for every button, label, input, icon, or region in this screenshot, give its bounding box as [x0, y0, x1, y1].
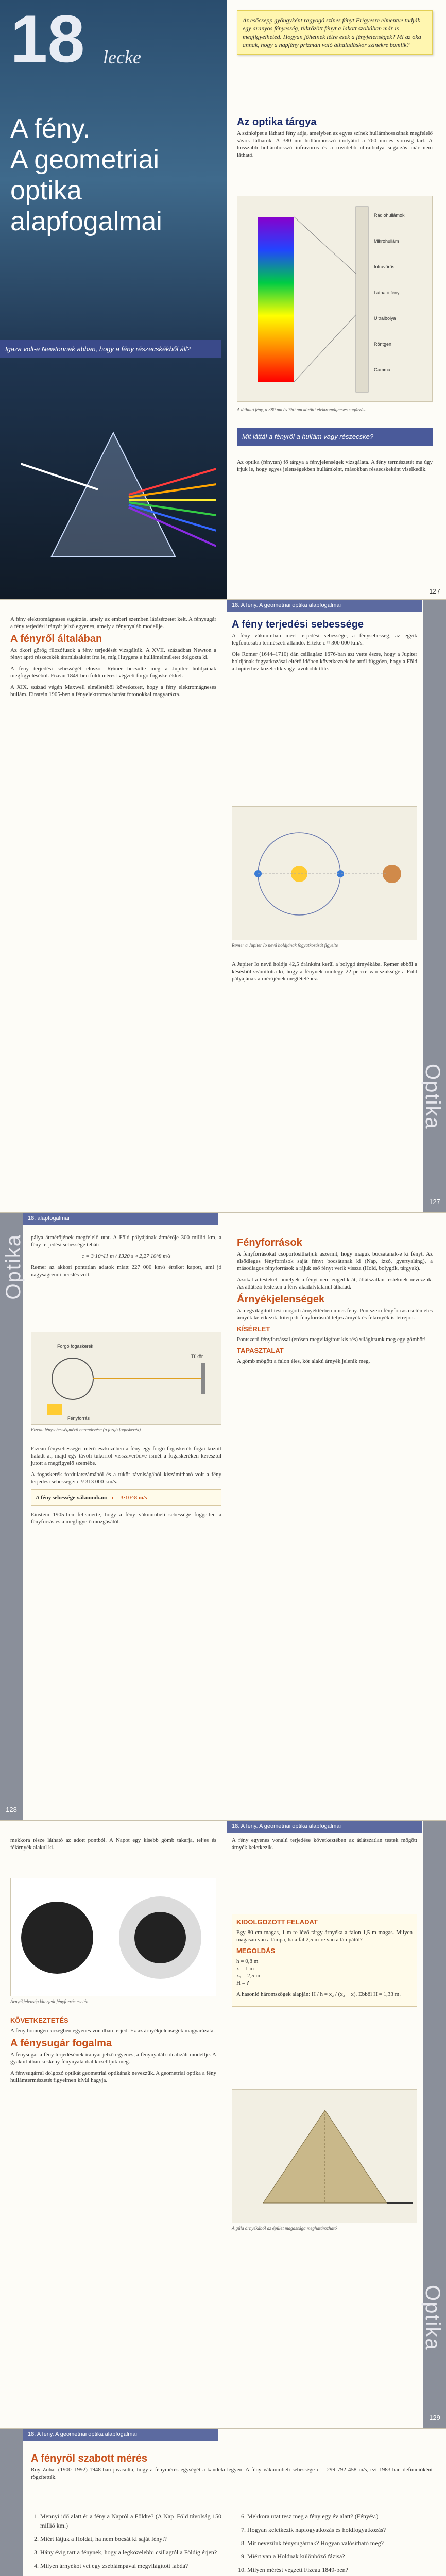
left-column-continued	[31, 1445, 221, 1530]
paragraph: A fényforrásokat csoportosíthatjuk aszerint, hogy maguk bocsátanak-e ki fényt. Az elsődleges fényforrások saját fényt bocsátanak ki (Nap, izzó, gyertyaláng), a másodlagos fényforrások a rájuk eső fényt verik vissza (Hold, bolygók, tárgyak).	[237, 1251, 433, 1272]
fizeau-label: Tükör	[191, 1354, 203, 1359]
spectrum-label: Ultraibolya	[374, 316, 396, 321]
page-number: 127	[429, 1198, 440, 1206]
light-source-icon	[47, 1404, 62, 1415]
sidebar-label: Optika	[2, 1234, 25, 1300]
exercise-item: 8. Mit nevezünk fénysugárnak? Hogyan valósítható meg?	[247, 2538, 433, 2548]
exercise-item: 2. Miért látjuk a Holdat, ha nem bocsát ki saját fényt?	[40, 2534, 221, 2544]
sticky-note-text: Az esőcsepp gyöngyként ragyogó színes fényt Frigyesre elmentve tudják egy aranyos fényesség, tükrözött fényt a lakott szobában már is megfigyelheted. Hogyan jöhetnek létre ezek a fényjelenségek? Mi az oka annak, hogy a napfény prizmán való áthaladáskor színekre bomlik?	[243, 16, 421, 48]
fizeau-label: Forgó fogaskerék	[57, 1344, 94, 1349]
paragraph: A fény elektromágneses sugárzás, amely az emberi szemben látásérzetet kelt. A fénysugár a fény terjedési irányát jelző egyenes, amely a fénynyaláb modellje.	[10, 616, 216, 630]
figure-caption: Rømer a Jupiter Io nevű holdjának fogyatkozását figyelte	[232, 943, 338, 948]
paragraph: Roy Zohar (1900–1992) 1948-ban javasolta, hogy a fénymérés egységét a kandela legyen. A fény vákuumbeli sebessége c = 299 792 458 m/s, ezt 1983-ban definícióként rögzítették.	[31, 2467, 433, 2480]
paragraph: Rømer az akkori pontatlan adatok miatt 227 000 km/s értéket kapott, ami jó nagyságrendi becslés volt.	[31, 1264, 221, 1278]
shadow-figure	[10, 1878, 216, 1996]
exercise-item: 6. Mekkora utat tesz meg a fény egy év alatt? (Fényév.)	[247, 2512, 433, 2521]
light-speed-value: c = 3·10^8 m/s	[112, 1495, 147, 1501]
formula: c = 3·10^11 m / 1320 s ≈ 2,27·10^8 m/s	[81, 1253, 171, 1259]
chapter-title-line: A fény.	[10, 114, 91, 144]
paragraph: A fénysugárral dolgozó optikát geometriai optikának nevezzük. A geometriai optika a fény hullámtermészetét figyelmen kívül hagyja.	[10, 2070, 216, 2083]
shadow-caption: Árnyékjelenség kiterjedt fényforrás esetén	[10, 1999, 89, 2004]
sidebar	[0, 1213, 23, 1821]
paragraph: Azokat a testeket, amelyek a fényt nem engedik át, átlátszatlan testeknek nevezzük. Az átlátszó testeken a fény akadálytalanul áthalad.	[237, 1277, 433, 1290]
page-number: 127	[429, 587, 440, 595]
header-label: 18. A fény. A geometriai optika alapfogalmai	[232, 1823, 341, 1829]
paragraph: A megvilágított test mögötti árnyéktérben nincs fény. Pontszerű fényforrás esetén éles árnyék keletkezik, kiterjedt fényforrásnál teljes árnyék és félárnyék is létrejön.	[237, 1308, 433, 1321]
intro-column	[31, 2450, 433, 2485]
exercise-item: 1. Mennyi idő alatt ér a fény a Napról a Földre? (A Nap–Föld távolság 150 millió km.)	[40, 2512, 221, 2530]
paragraph: A fogaskerék fordulatszámából és a tükör távolságából kiszámítható volt a fény terjedési sebessége: c ≈ 313 000 km/s.	[31, 1471, 221, 1485]
spread-light-speed	[0, 600, 446, 1213]
shadow-ball-icon	[21, 1902, 93, 1974]
spectrum-label: Rádióhullámok	[374, 213, 405, 218]
spectrum-diagram	[237, 196, 433, 402]
fizeau-caption: Fizeau fénysebességmérő berendezése (a forgó fogaskerék)	[31, 1427, 141, 1432]
header-label: 18. A fény. A geometriai optika alapfogalmai	[28, 2431, 137, 2437]
pyramid-diagram	[232, 2090, 418, 2224]
sidebar	[423, 1821, 446, 2429]
side-question-box	[237, 428, 433, 446]
solution-value: x = 1 m	[236, 1965, 254, 1972]
sidebar-label: Optika	[421, 2285, 444, 2351]
task-text: Egy 80 cm magas, 1 m-re lévő tárgy árnyéka a falon 1,5 m magas. Milyen magasan van a lámpa, ha a fal 2,5 m-re van a lámpától?	[236, 1929, 413, 1943]
orbit-diagram	[232, 807, 418, 941]
header-label: 18. alapfogalmai	[28, 1215, 70, 1222]
exercise-item: 3. Hány évig tart a fénynek, hogy a legközelebbi csillagtól a Földig érjen?	[40, 2548, 221, 2557]
solution-value: x₂ = 2,5 m	[236, 1973, 261, 1979]
tasks-right-column	[237, 2512, 433, 2576]
sidebar	[0, 2429, 23, 2576]
paragraph: Az ókori görög filozófusok a fény terjedését vizsgálták. A XVII. században Newton a fényt apró részecskék áramlásaként írta le, míg Huygens a hullámelméletet dolgozta ki.	[10, 647, 216, 660]
conclusion-label: KÖVETKEZTETÉS	[10, 2016, 68, 2024]
chapter-title-line: optika	[10, 176, 82, 206]
right-column	[232, 616, 417, 676]
left-column	[10, 616, 216, 702]
spectrum-label: Röntgen	[374, 342, 392, 347]
exercise-item: 10. Milyen mérést végzett Fizeau 1849-ben?	[247, 2565, 433, 2574]
mirror-icon	[201, 1363, 205, 1394]
right-column	[237, 1234, 433, 1369]
paragraph: A XIX. század végén Maxwell elméletéből következett, hogy a fény elektromágneses hullám. Einstein 1905-ben a fényelektromos hatást fotonokkal magyarázta.	[10, 684, 216, 698]
jupiter-orbit-figure	[232, 806, 417, 940]
spread-chapter-opener	[0, 0, 446, 600]
header-band	[23, 2429, 218, 2441]
sidebar-label: Optika	[421, 1064, 444, 1130]
section-heading: Fényforrások	[237, 1237, 302, 1248]
opener-side-text	[237, 459, 433, 477]
intro-question-box	[0, 340, 221, 358]
light-speed-box	[31, 1489, 221, 1506]
spectrum-caption: A látható fény, a 380 nm és 760 nm közötti elektromágneses sugárzás.	[237, 407, 367, 412]
sidebar	[423, 600, 446, 1213]
spectrum-label: Infravörös	[374, 264, 395, 269]
section-heading: A fényről szabott mérés	[31, 2453, 147, 2464]
exercise-item: 9. Miért van a Holdnak különböző fázisa?	[247, 2552, 433, 2561]
header-label: 18. A fény. A geometriai optika alapfogalmai	[232, 602, 341, 608]
cogwheel-icon	[52, 1358, 93, 1399]
header-band	[227, 600, 422, 612]
paragraph: A Jupiter Io nevű holdja 42,5 óránként kerül a bolygó árnyékába. Rømer ebből a késésből számította ki, hogy a fénynek mintegy 22 percre van szüksége a Föld pályájának átmérőjének megtételéhez.	[232, 961, 417, 982]
fizeau-figure	[31, 1332, 221, 1425]
observation-label: TAPASZTALAT	[237, 1347, 284, 1354]
spectrum-figure	[237, 196, 433, 402]
right-column-continued	[232, 961, 417, 987]
exercise-item: 7. Hogyan keletkezik napfogyatkozás és holdfogyatkozás?	[247, 2525, 433, 2534]
experiment-text: Pontszerű fényforrással (erősen megvilágított kis rés) világítsunk meg egy gömböt!	[237, 1336, 426, 1343]
paragraph: A fény egyenes vonalú terjedése következtében az átlátszatlan testek mögött árnyék keletkezik.	[232, 1837, 417, 1851]
header-band	[227, 1821, 422, 1833]
section-heading: A fény terjedési sebessége	[232, 619, 364, 630]
paragraph: pálya átmérőjének megfelelő utat. A Föld pályájának átmérője 300 millió km, a fény terjedési sebessége tehát:	[31, 1234, 221, 1248]
fizeau-label: Fényforrás	[67, 1416, 90, 1421]
chapter-label: lecke	[103, 47, 141, 67]
page-number: 129	[429, 2414, 440, 2421]
solution-value: h = 0,8 m	[236, 1958, 259, 1964]
chapter-title-line: alapfogalmai	[10, 207, 162, 236]
paragraph: A fény terjedési sebességét először Rømer becsülte meg a Jupiter holdjainak megfigyeléséből. Fizeau 1849-ben földi mérést végzett forgó fogaskerékkel.	[10, 666, 216, 679]
spectrum-text: A színképet a látható fény adja, amelyben az egyes színek hullámhosszának megfelelő sávok láthatók. A 380 nm hullámhosszú ibolyától a 760 nm-es vörösig tart. A hosszabb hullámhosszú infravörös és a rövidebb ultraibolya sugárzás már nem látható.	[237, 130, 433, 158]
pyramid-caption: A gúla árnyékából az épület magassága meghatározható	[232, 2226, 337, 2231]
worked-example-box	[232, 1914, 417, 2007]
paragraph: A fény vákuumban mért terjedési sebessége, a fénysebesség, az egyik legfontosabb természeti állandó. Értéke c ≈ 300 000 km/s.	[232, 633, 417, 646]
intro-question-text: Igaza volt-e Newtonnak abban, hogy a fény részecskékből áll?	[5, 345, 191, 353]
task-title: KIDOLGOZOTT FELADAT	[236, 1918, 318, 1926]
pyramid-figure	[232, 2089, 417, 2223]
paragraph: A fénysugár a fény terjedésének irányát jelző egyenes, a fénynyaláb idealizált modellje. A gyakorlatban keskeny fénynyalábbal közelítjük meg.	[10, 2052, 216, 2065]
tasks-left-column	[31, 2512, 221, 2576]
side-text: Az optika (fénytan) fő tárgya a fényjelenségek vizsgálata. A fény természetét ma úgy írjuk le, hogy egyes jelenségekben hullámként, másokban részecskeként viselkedik.	[237, 459, 433, 472]
prism-rays-illustration	[21, 402, 216, 577]
section-heading: A fényről általában	[10, 633, 102, 645]
spectrum-label: Gamma	[374, 367, 391, 372]
solution-text: A hasonló háromszögek alapján: H / h = x₂ / (x₂ − x). Ebből H = 1,33 m.	[236, 1991, 401, 1997]
spread-light-ray	[0, 1821, 446, 2429]
observation-text: A gömb mögött a falon éles, kör alakú árnyék jelenik meg.	[237, 1358, 370, 1364]
chapter-number: 18	[10, 1, 85, 76]
conclusion-text: A fény homogén közegben egyenes vonalban terjed. Ez az árnyékjelenségek magyarázata.	[10, 2028, 215, 2034]
paragraph: Einstein 1905-ben felismerte, hogy a fény vákuumbeli sebessége független a fényforrás és a megfigyelő mozgásától.	[31, 1512, 221, 1525]
section-heading: Árnyékjelenségek	[237, 1294, 325, 1305]
experiment-label: KÍSÉRLET	[237, 1325, 270, 1333]
spectrum-label: Mikrohullám	[374, 239, 399, 244]
sticky-note	[237, 10, 433, 55]
side-question-text: Mit láttál a fényről a hullám vagy részecske?	[242, 433, 374, 440]
left-column	[31, 1234, 221, 1282]
solution-label: MEGOLDÁS	[236, 1947, 276, 1955]
light-speed-label: A fény sebessége vákuumban:	[36, 1495, 108, 1501]
paragraph: mekkora része látható az adott pontból. A Napot egy kisebb gömb takarja, teljes és félárnyék alakul ki.	[10, 1837, 216, 1851]
chapter-title-line: A geometriai	[10, 145, 160, 175]
section-heading: A fénysugár fogalma	[10, 2038, 112, 2049]
paragraph: Fizeau fénysebességet mérő eszközében a fény egy forgó fogaskerék fogai között haladt át, majd egy távoli tükörről visszaverődve ismét a fogaskeréken keresztül jutott a megfigyelő szemébe.	[31, 1446, 221, 1466]
spread-light-sources	[0, 1213, 446, 1821]
shadow-diagram	[11, 1878, 217, 1997]
solution-value: H = ?	[236, 1980, 249, 1986]
spectrum-heading: Az optika tárgya	[237, 116, 317, 128]
fizeau-diagram	[31, 1332, 222, 1425]
spectrum-label: Látható fény	[374, 290, 400, 295]
exercise-item: 4. Milyen árnyékot vet egy zseblámpával megvilágított labda?	[40, 2561, 221, 2570]
paragraph: Ole Rømer (1644–1710) dán csillagász 1676-ban azt vette észre, hogy a Jupiter holdjának fogyatkozásai eltérő időben következnek be attól függően, hogy a Föld a Jupiterhez közeledik vagy távolodik tőle.	[232, 651, 417, 672]
left-column	[10, 1837, 216, 1855]
page-number: 128	[6, 1806, 17, 1814]
spread-exercises	[0, 2429, 446, 2576]
opener-right-column	[237, 113, 433, 163]
header-band	[23, 1213, 218, 1225]
right-column	[232, 1837, 417, 1855]
left-column-continued	[10, 2017, 216, 2088]
chapter-title	[10, 113, 162, 237]
